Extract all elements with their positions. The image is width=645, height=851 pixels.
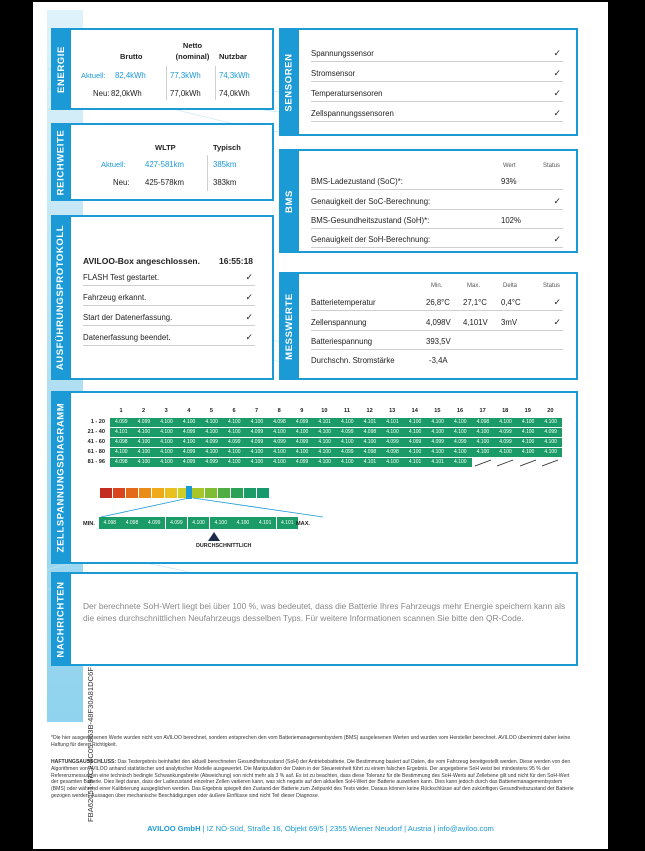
reichweite-current-typisch: 385km — [213, 160, 237, 169]
messwert-row: Batterietemperatur 26,8°C 27,1°C 0,4°C ✓ — [311, 294, 563, 311]
sensor-item: Spannungssensor ✓ — [311, 45, 563, 62]
check-icon: ✓ — [553, 195, 561, 206]
energie-new-brutto: 82,0kWh — [111, 89, 142, 98]
cell-voltage: 4.099 — [268, 438, 291, 447]
cell-voltage: 4.100 — [404, 428, 427, 437]
protokoll-item: FLASH Test gestartet. ✓ — [83, 269, 255, 286]
empty-cell-slash — [472, 458, 494, 467]
protokoll-panel — [51, 215, 274, 380]
cell-voltage: 4.100 — [155, 418, 178, 427]
messwert-row: Zellenspannung 4,098V 4,101V 3mV ✓ — [311, 314, 563, 331]
bms-panel — [279, 149, 578, 253]
reichweite-tab — [51, 123, 71, 201]
cell-voltage: 4.099 — [291, 438, 314, 447]
cell-voltage: 4.100 — [449, 428, 472, 437]
check-icon: ✓ — [553, 316, 561, 327]
cell-voltage: 4.100 — [223, 458, 246, 467]
cell-voltage: 4.098 — [359, 448, 382, 457]
protokoll-tab — [51, 215, 71, 380]
sensoren-title: SENSOREN — [283, 52, 295, 112]
check-icon: ✓ — [553, 107, 561, 118]
energie-new-nutzbar: 74,0kWh — [219, 89, 250, 98]
footer — [33, 824, 608, 833]
column-number: 3 — [164, 408, 168, 414]
cell-voltage: 4.101 — [426, 458, 449, 467]
cell-voltage: 4.099 — [336, 428, 359, 437]
cell-voltage: 4.100 — [178, 438, 201, 447]
cell-voltage: 4.100 — [246, 458, 269, 467]
vehicle-id: FBA62051-97C2-4C05-863B-48F30A81DC6F — [85, 667, 95, 822]
cell-voltage: 4.100 — [155, 458, 178, 467]
cell-voltage: 4.100 — [246, 418, 269, 427]
bms-row: BMS-Ladezustand (SoC)*: 93% — [311, 173, 563, 190]
column-number: 12 — [366, 408, 373, 414]
zell-panel — [51, 391, 578, 564]
cell-voltage: 4.100 — [472, 428, 495, 437]
cell-voltage: 4.100 — [426, 418, 449, 427]
bms-footnote: *Die hier ausgewiesenen Werte wurden nicht von AVILOO berechnet, sondern entsprechen den vom Batteriemanagementsystem (BMS) ausgelesenen Werten und wurden vom Hersteller berechnet. AVILOO übernimmt daher keine Haftung für deren Richtigkeit. — [51, 735, 571, 748]
nachrichten-title: NACHRICHTEN — [55, 580, 67, 658]
nachrichten-tab — [51, 572, 71, 666]
reichweite-current-wltp: 427-581km — [145, 160, 185, 169]
cell-voltage: 4.100 — [517, 428, 540, 437]
column-number: 6 — [232, 408, 236, 414]
cell-voltage: 4.100 — [517, 418, 540, 427]
energie-panel — [51, 28, 274, 110]
energie-current-brutto: 82,4kWh — [115, 71, 146, 80]
col-status: Status — [543, 283, 561, 289]
sensoren-panel — [279, 28, 578, 136]
scale-connector — [93, 497, 333, 519]
scale-value: 4.100 — [210, 517, 232, 529]
scale-value: 4.101 — [254, 517, 276, 529]
cell-voltage: 4.100 — [246, 448, 269, 457]
cell-voltage: 4.100 — [178, 418, 201, 427]
check-icon: ✓ — [245, 331, 253, 342]
cell-voltage: 4.099 — [494, 438, 517, 447]
cell-voltage: 4.099 — [291, 418, 314, 427]
header-netto-nominal: (nominal) — [175, 52, 210, 61]
column-number: 17 — [479, 408, 486, 414]
cell-voltage: 4.099 — [449, 438, 472, 447]
scale-values — [99, 517, 299, 529]
cell-voltage: 4.100 — [494, 448, 517, 457]
column-number: 15 — [434, 408, 441, 414]
reichweite-new-wltp: 425-578km — [145, 178, 185, 187]
cell-voltage: 4.098 — [359, 428, 382, 437]
col-min: Min. — [431, 283, 443, 289]
protokoll-item: Start der Datenerfassung. ✓ — [83, 309, 255, 326]
col-delta: Delta — [503, 283, 518, 289]
check-icon: ✓ — [553, 47, 561, 58]
nachrichten-panel — [51, 572, 578, 666]
cell-voltage: 4.100 — [472, 438, 495, 447]
column-number: 20 — [547, 408, 554, 414]
bms-row: Genauigkeit der SoC-Berechnung: ✓ — [311, 193, 563, 210]
cell-voltage: 4.100 — [200, 428, 223, 437]
cell-voltage: 4.100 — [404, 448, 427, 457]
cell-voltage: 4.099 — [539, 428, 562, 437]
column-number: 1 — [119, 408, 123, 414]
cell-voltage: 4.100 — [313, 448, 336, 457]
scale-value: 4.100 — [188, 517, 210, 529]
cell-voltage: 4.100 — [155, 448, 178, 457]
check-icon: ✓ — [553, 87, 561, 98]
average-label: DURCHSCHNITTLICH — [196, 543, 252, 549]
column-number: 8 — [277, 408, 281, 414]
messwert-row: Batteriespannung 393,5V — [311, 333, 563, 350]
scale-min-label: MIN. — [83, 521, 95, 527]
cell-voltage: 4.101 — [359, 418, 382, 427]
cell-voltage: 4.101 — [381, 418, 404, 427]
header-wltp: WLTP — [155, 143, 176, 152]
protokoll-title: AUSFÜHRUNGSPROTOKOLL — [55, 224, 67, 371]
cell-voltage: 4.100 — [517, 438, 540, 447]
cell-voltage: 4.100 — [133, 448, 156, 457]
cell-voltage: 4.099 — [426, 438, 449, 447]
cell-voltage: 4.100 — [539, 438, 562, 447]
cell-voltage: 4.100 — [449, 448, 472, 457]
cell-voltage: 4.099 — [223, 438, 246, 447]
cell-voltage: 4.100 — [223, 448, 246, 457]
empty-cell-slash — [517, 458, 539, 467]
column-number: 14 — [411, 408, 418, 414]
energie-new-label: Neu: — [93, 89, 110, 98]
cell-voltage: 4.100 — [472, 448, 495, 457]
cell-voltage: 4.099 — [178, 428, 201, 437]
cell-voltage: 4.100 — [404, 418, 427, 427]
footer-company: AVILOO GmbH — [147, 824, 201, 833]
column-number: 2 — [142, 408, 146, 414]
energie-tab — [51, 28, 71, 110]
scale-value: 4.098 — [99, 517, 121, 529]
energie-current-nutzbar: 74,3kWh — [219, 71, 250, 80]
column-number: 4 — [187, 408, 191, 414]
cell-voltage: 4.100 — [223, 418, 246, 427]
cell-voltage: 4.100 — [336, 418, 359, 427]
col-max: Max. — [467, 283, 481, 289]
protokoll-item: Fahrzeug erkannt. ✓ — [83, 289, 255, 306]
cell-voltage: 4.100 — [133, 428, 156, 437]
cell-voltage: 4.100 — [313, 458, 336, 467]
cell-voltage: 4.099 — [291, 458, 314, 467]
bms-row: Genauigkeit der SoH-Berechnung: ✓ — [311, 231, 563, 248]
cell-voltage: 4.100 — [449, 418, 472, 427]
cell-voltage: 4.100 — [517, 448, 540, 457]
scale-value: 4.101 — [277, 517, 299, 529]
cell-voltage: 4.100 — [426, 448, 449, 457]
energie-new-netto: 77,0kWh — [170, 89, 201, 98]
cell-voltage: 4.101 — [110, 428, 133, 437]
cell-voltage: 4.100 — [133, 458, 156, 467]
scale-value: 4.099 — [166, 517, 188, 529]
empty-cell-slash — [494, 458, 516, 467]
cell-voltage: 4.100 — [359, 438, 382, 447]
header-netto: Netto — [182, 41, 203, 50]
column-number: 11 — [344, 408, 350, 414]
cell-voltage: 4.101 — [313, 418, 336, 427]
column-number: 16 — [456, 408, 464, 414]
cell-voltage: 4.099 — [178, 448, 201, 457]
cell-voltage: 4.100 — [426, 428, 449, 437]
cell-voltage: 4.099 — [404, 438, 427, 447]
column-number: 10 — [321, 408, 328, 414]
cell-voltage: 4.099 — [133, 418, 156, 427]
cell-voltage: 4.098 — [110, 458, 133, 467]
zell-title: ZELLSPANNUNGSDIAGRAMM — [55, 402, 67, 553]
cell-voltage: 4.100 — [268, 458, 291, 467]
header-typisch: Typisch — [213, 143, 241, 152]
check-icon: ✓ — [245, 291, 253, 302]
scale-value: 4.098 — [121, 517, 143, 529]
row-label: 21 - 40 — [87, 429, 105, 435]
column-number: 18 — [502, 408, 509, 414]
empty-cell-slash — [539, 458, 561, 467]
cell-voltage: 4.100 — [110, 448, 133, 457]
header-nutzbar: Nutzbar — [219, 52, 247, 61]
cell-voltage: 4.100 — [155, 438, 178, 447]
protokoll-item: Datenerfassung beendet. ✓ — [83, 329, 255, 346]
messwert-row: Durchschn. Stromstärke -3,4A — [311, 356, 448, 365]
protokoll-time: 16:55:18 — [219, 256, 254, 266]
cell-voltage: 4.100 — [336, 438, 359, 447]
scale-value: 4.100 — [232, 517, 254, 529]
bms-col-status: Status — [543, 163, 561, 169]
check-icon: ✓ — [553, 67, 561, 78]
messwerte-title: MESSWERTE — [283, 292, 295, 360]
bms-title: BMS — [283, 189, 295, 213]
cell-voltage: 4.100 — [200, 448, 223, 457]
bms-col-wert: Wert — [503, 163, 516, 169]
cell-voltage: 4.100 — [539, 418, 562, 427]
scale-value: 4.099 — [143, 517, 165, 529]
cell-voltage: 4.100 — [223, 428, 246, 437]
cell-voltage: 4.100 — [539, 448, 562, 457]
nachrichten-text: Der berechnete SoH-Wert liegt bei über 100 %, was bedeutet, dass die Batterie Ihres Fahrzeugs mehr Energie speichern kann als die eines durchschnittlichen Neufahrzeugs desselben Typs. Für weitere Informationen scannen Sie bitte den QR-Code. — [83, 601, 566, 623]
sensor-item: Temperatursensoren ✓ — [311, 85, 563, 102]
cell-voltage: 4.098 — [381, 448, 404, 457]
cell-voltage: 4.100 — [133, 438, 156, 447]
bms-tab — [279, 149, 299, 253]
energie-current-label: Aktuell: — [81, 71, 106, 80]
column-number: 19 — [524, 408, 531, 414]
sensor-item: Zellspannungssensoren ✓ — [311, 105, 563, 122]
cell-voltage: 4.100 — [381, 428, 404, 437]
scale-max-label: MAX. — [296, 521, 310, 527]
cell-voltage: 4.100 — [268, 448, 291, 457]
cell-voltage: 4.101 — [359, 458, 382, 467]
cell-voltage: 4.099 — [246, 428, 269, 437]
cell-voltage: 4.099 — [381, 438, 404, 447]
reichweite-new-typisch: 383km — [213, 178, 237, 187]
energie-title: ENERGIE — [55, 45, 67, 93]
reichweite-current-label: Aktuell: — [101, 160, 126, 169]
energie-current-netto: 77,3kWh — [170, 71, 201, 80]
cell-voltage: 4.100 — [268, 428, 291, 437]
cell-voltage: 4.101 — [404, 458, 427, 467]
cell-voltage: 4.099 — [110, 418, 133, 427]
footer-address: | IZ NÖ-Süd, Straße 16, Objekt 69/5 | 2355 Wiener Neudorf | Austria | info@aviloo.com — [200, 824, 494, 833]
cell-voltage: 4.098 — [472, 418, 495, 427]
messwerte-tab — [279, 272, 299, 380]
check-icon: ✓ — [553, 296, 561, 307]
cell-voltage: 4.100 — [313, 438, 336, 447]
row-label: 61 - 80 — [87, 449, 105, 455]
cell-voltage: 4.098 — [110, 438, 133, 447]
cell-voltage: 4.098 — [268, 418, 291, 427]
cell-voltage: 4.099 — [494, 428, 517, 437]
bms-row: BMS-Gesundheitszustand (SoH)*: 102% — [311, 212, 563, 229]
row-label: 81 - 96 — [87, 459, 105, 465]
cell-voltage: 4.100 — [313, 428, 336, 437]
reichweite-new-label: Neu: — [113, 178, 130, 187]
row-label: 41 - 60 — [87, 439, 105, 445]
cell-voltage: 4.100 — [291, 448, 314, 457]
column-number: 13 — [389, 408, 396, 414]
cell-voltage: 4.100 — [155, 428, 178, 437]
sensoren-tab — [279, 28, 299, 136]
row-label: 1 - 20 — [90, 419, 105, 425]
reichweite-title: REICHWEITE — [55, 129, 67, 195]
protokoll-heading: AVILOO-Box angeschlossen. — [83, 256, 200, 266]
cell-voltage: 4.100 — [336, 458, 359, 467]
cell-voltage: 4.099 — [336, 448, 359, 457]
column-number: 5 — [209, 408, 213, 414]
cell-voltage: 4.099 — [178, 458, 201, 467]
disclaimer: HAFTUNGSAUSSCHLUSS: Das Testergebnis beinhaltet den aktuell berechneten Gesundheitszustand (SoH) der Antriebsbatterie. Die Bestimmung basiert auf Daten, die vom Fahrzeug bereitgestellt werden. Diese werden von den Algorithmen von AVILOO anhand statistischer und analytischer Modelle ausgewertet. Die Manipulation der Daten in der Steuereinheit führt zu einem falschen Ergebnis. Der angegebene SoH weist bei mindestens 95 % der Referenzmessungen eine technisch bedingte Schwankungsbreite (Abweichung) von nicht mehr als 3 % auf. Es ist zu beachten, dass diese Toleranz für die Bestimmung des SoH-Werts auf Zellebene gilt und nicht für den SoH-Wert der gesamten Batterie. Dies liegt daran, dass der Ladezustand einzelner Zellen variieren kann, was sich negativ auf den aktuellen SoH-Wert der Batterie auswirken kann. Dies kann jedoch durch das Batteriemanagementsystem (BMS) oder während einer Kalibrierung ausgeglichen werden. Das Ergebnis spiegelt den Zustand der Batterie zum Zeitpunkt des Tests wider. Daraus können keine Rückschlüsse auf den zukünftigen Gesundheitszustand der Batterie gezogen werden. Aussagen über mechanische Beschädigungen oder äußere Einflüsse sind nicht Teil dieser Diagnose. — [51, 759, 574, 799]
sensor-item: Stromsensor ✓ — [311, 65, 563, 82]
cell-voltage: 4.099 — [200, 458, 223, 467]
column-number: 9 — [300, 408, 304, 414]
cell-voltage: 4.099 — [200, 438, 223, 447]
cell-voltage: 4.100 — [291, 428, 314, 437]
report-page — [33, 2, 608, 849]
check-icon: ✓ — [553, 233, 561, 244]
zell-tab — [51, 391, 71, 564]
cell-voltage: 4.100 — [494, 418, 517, 427]
cell-voltage: 4.099 — [246, 438, 269, 447]
check-icon: ✓ — [245, 271, 253, 282]
check-icon: ✓ — [245, 311, 253, 322]
reichweite-panel — [51, 123, 274, 201]
average-arrow-icon — [208, 532, 220, 541]
cell-voltage: 4.100 — [449, 458, 472, 467]
cell-voltage: 4.100 — [381, 458, 404, 467]
cell-voltage: 4.100 — [200, 418, 223, 427]
column-number: 7 — [255, 408, 259, 414]
messwerte-panel — [279, 272, 578, 380]
header-brutto: Brutto — [120, 52, 143, 61]
